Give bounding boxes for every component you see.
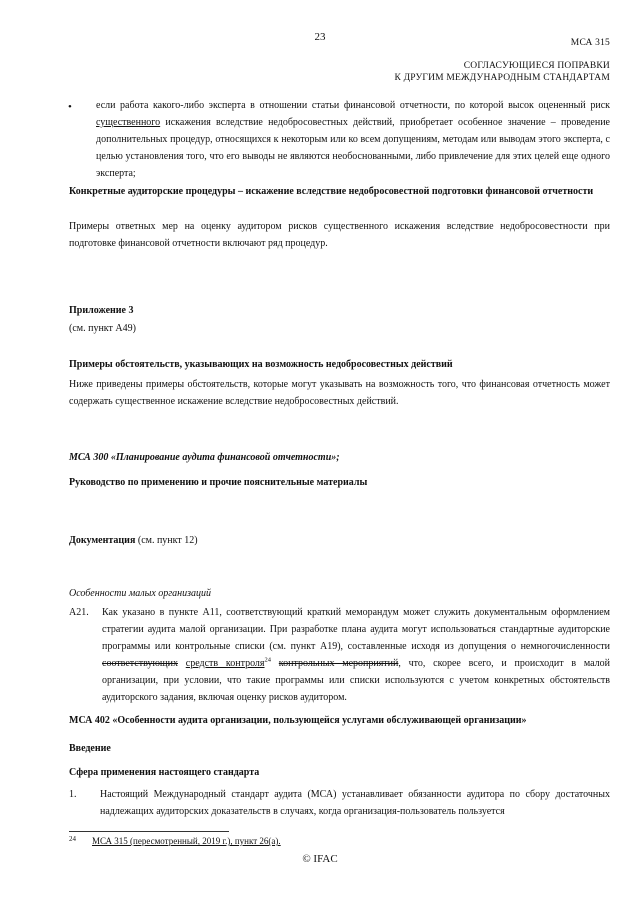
isa300-title: МСА 300 «Планирование аудита финансовой отчетности»;	[69, 452, 340, 463]
bullet-text-start: если работа какого-либо эксперта в отношении статьи финансовой отчетности, по которой высок оцененный риск	[96, 100, 610, 111]
documentation-heading	[69, 532, 610, 549]
isa300-subtitle: Руководство по применению и прочие пояснительные материалы	[69, 477, 368, 488]
a21-space-2	[271, 658, 279, 669]
documentation-label: Документация	[69, 535, 136, 546]
bullet-text-end: искажения вследствие недобросовестных действий, приобретает особенное значение – проведение дополнительных процедур, относящихся к некоторым или ко всем допущениям, методам или выводам этого эксперта, с целью установления того, что его выводы не являются необоснованными, либо привлечение для этих целей еще одного эксперта;	[96, 117, 610, 179]
deleted-text-1: соответствующих	[102, 658, 178, 669]
deleted-text-2: контрольных мероприятий	[278, 658, 399, 669]
page-number: 23	[314, 31, 326, 43]
documentation-reference: (см. пункт 12)	[135, 535, 198, 546]
paragraph-1: Настоящий Международный стандарт аудита (МСА) устанавливает обязанности аудитора по сбору достаточных надлежащих аудиторских доказательств в случаях, когда организация-пользователь пользуется	[100, 789, 610, 817]
inserted-word: существенного	[96, 117, 161, 128]
paragraph-number-a21: A21.	[69, 607, 89, 618]
isa402-title: МСА 402 «Особенности аудита организации, пользующейся услугами обслуживающей организации»	[69, 715, 527, 726]
running-header	[394, 60, 610, 84]
copyright-footer: © IFAC	[302, 853, 338, 865]
a21-space	[178, 658, 186, 669]
introduction-heading: Введение	[69, 743, 111, 754]
paragraph-a21	[102, 604, 610, 706]
footnote-text: МСА 315 (пересмотренный, 2019 г.), пункт 26(a).	[92, 836, 281, 846]
scope-heading: Сфера применения настоящего стандарта	[69, 767, 260, 778]
footnote-mark: 24	[69, 835, 76, 843]
section-heading-specific-procedures: Конкретные аудиторские процедуры – искажение вследствие недобросовестной подготовки финансовой отчетности	[69, 186, 594, 197]
running-header-line-2: К ДРУГИМ МЕЖДУНАРОДНЫМ СТАНДАРТАМ	[394, 73, 610, 83]
small-entities-heading: Особенности малых организаций	[69, 588, 212, 599]
paragraph-number-1: 1.	[69, 789, 77, 800]
appendix-text: Ниже приведены примеры обстоятельств, которые могут указывать на возможность того, что финансовая отчетность может содержать существенное искажение вследствие недобросовестных действий.	[69, 379, 610, 407]
section-text-specific-procedures: Примеры ответных мер на оценку аудитором рисков существенного искажения вследствие недобросовестности при подготовке финансовой отчетности включают ряд процедур.	[69, 221, 610, 249]
footnote-divider	[69, 831, 229, 832]
bullet-icon: •	[68, 101, 72, 113]
standard-code: МСА 315	[570, 38, 610, 48]
a21-text-start: Как указано в пункте A11, соответствующий краткий меморандум может служить документальным оформлением стратегии аудита малой организации. При разработке плана аудита могут использоваться стандартные аудиторские программы или контрольные списки (см. пункт A19), составленные исходя из допущения о немногочисленности	[102, 607, 610, 652]
footnote-reference: 24	[264, 656, 272, 664]
a21-text-end: , что, скорее всего, и происходит в малой организации, при условии, что такие программы или списки используются с учетом конкретных обстоятельств аудиторского задания, включая оценку рисков аудитором.	[102, 658, 611, 703]
running-header-line-1: СОГЛАСУЮЩИЕСЯ ПОПРАВКИ	[463, 61, 610, 71]
appendix-reference: (см. пункт A49)	[69, 323, 136, 334]
inserted-text: средств контроля	[185, 658, 265, 669]
bullet-paragraph	[96, 97, 610, 182]
appendix-title: Приложение 3	[69, 305, 134, 316]
appendix-heading: Примеры обстоятельств, указывающих на возможность недобросовестных действий	[69, 359, 453, 370]
